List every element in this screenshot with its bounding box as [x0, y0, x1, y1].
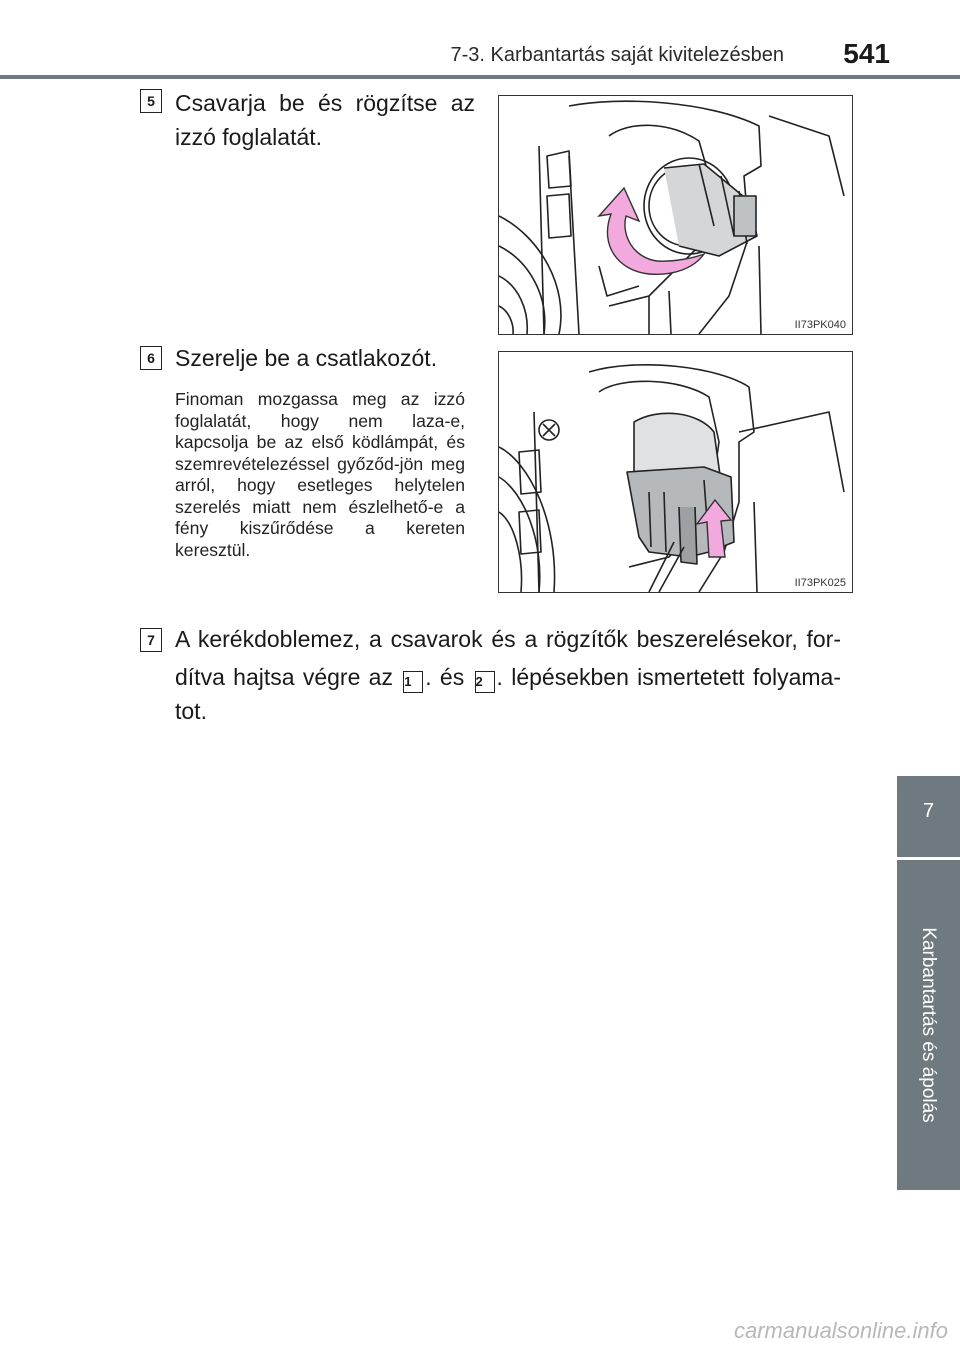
- watermark: carmanualsonline.info: [733, 1318, 948, 1343]
- step-6-note: Finoman mozgassa meg az izzó foglalatát, hogy nem laza-e, kapcsolja be az első ködlámpát, és szemrevételezéssel győződ-jön meg arról, hogy esetleges helytelen szerelés miatt nem észlelhető-e a fény kiszűrődése a kereten keresztül.: [175, 389, 465, 560]
- figure-code: II73PK025: [794, 577, 846, 589]
- step-badge-7: 7: [140, 628, 162, 652]
- step-6-text: Szerelje be a csatlakozót.: [175, 345, 438, 371]
- step-7-line-1: A kerékdoblemez, a csavarok és a rögzítők beszerelésekor, for-: [175, 626, 841, 652]
- step-badge-6: 6: [140, 346, 162, 370]
- connector-illustration: [499, 352, 852, 592]
- step-ref-badge-2: 2: [475, 671, 495, 693]
- step-7-line-2: [175, 664, 841, 693]
- step-ref-badge-1: 1: [403, 671, 423, 693]
- step-7-line-3: tot.: [175, 698, 207, 724]
- step-7-line-2-mid: . és: [425, 664, 465, 690]
- figure-bulb-socket-install: [498, 95, 853, 335]
- chapter-title: Karbantartás és ápolás: [918, 927, 939, 1123]
- step-7-line-2-pre: dítva hajtsa végre az: [175, 664, 393, 690]
- header-rule: [0, 75, 960, 79]
- step-5-text: Csavarja be és rögzítse az izzó foglalatát.: [175, 90, 475, 150]
- figure-code: II73PK040: [794, 319, 846, 331]
- step-badge-5: 5: [140, 89, 162, 113]
- step-7-line-2-post: . lépésekben ismertetett folyama-: [496, 664, 842, 690]
- bulb-socket-illustration: [499, 96, 852, 334]
- page-number: 541: [843, 38, 890, 69]
- chapter-number: 7: [922, 800, 935, 822]
- figure-connector-install: [498, 351, 853, 593]
- section-title: 7-3. Karbantartás saját kivitelezésben: [450, 44, 784, 66]
